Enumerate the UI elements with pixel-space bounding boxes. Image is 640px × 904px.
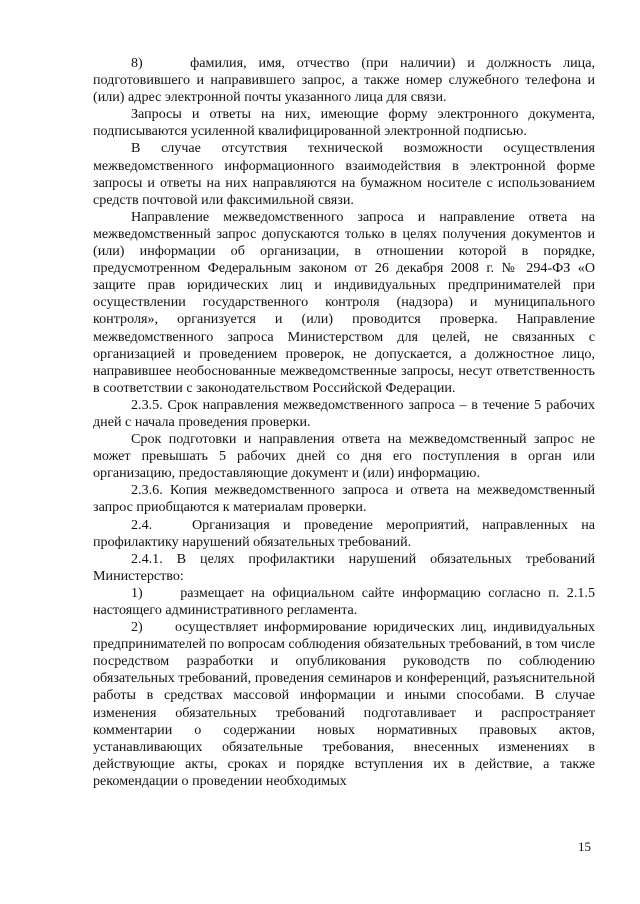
- paragraph-response-deadline: Срок подготовки и направления ответа на межведомственный запрос не может превышать 5 рабочих дней со дня его поступления в орган или организацию, предоставляющие документ и (или) информацию.: [93, 431, 595, 482]
- paragraph-paper-fallback: В случае отсутствия технической возможности осуществления межведомственного информационного взаимодействия в электронной форме запросы и ответы на них направляются на бумажном носителе с использованием средств почтовой или факсимильной связи.: [93, 140, 595, 208]
- paragraph-item-2: 2) осуществляет информирование юридических лиц, индивидуальных предпринимателей по вопросам соблюдения обязательных требований, в том числе посредством разработки и опубликования руководств по соблюдению обязательных требований, проведения семинаров и конференций, разъяснительной работы в средствах массовой информации и иными способами. В случае изменения обязательных требований подготавливает и распространяет комментарии о содержании новых нормативных правовых актов, устанавливающих обязательные требования, внесенных изменениях в действующие акты, сроках и порядке вступления их в действие, а также рекомендации о проведении необходимых: [93, 619, 595, 789]
- paragraph-item-1: 1) размещает на официальном сайте информацию согласно п. 2.1.5 настоящего административного регламента.: [93, 584, 595, 618]
- page-number: 15: [578, 839, 591, 854]
- paragraph-2-3-6: 2.3.6. Копия межведомственного запроса и ответа на межведомственный запрос приобщаются к материалам проверки.: [93, 482, 595, 516]
- paragraph-2-4-1: 2.4.1. В целях профилактики нарушений обязательных требований Министерство:: [93, 550, 595, 584]
- paragraph-request-purpose: Направление межведомственного запроса и направление ответа на межведомственный запрос допускаются только в целях получения документов и (или) информации об организации, в отношении которой в порядке, предусмотренном Федеральным законом от 26 декабря 2008 г. № 294-ФЗ «О защите прав юридических лиц и индивидуальных предпринимателей при осуществлении государственного контроля (надзора) и муниципального контроля», организуется и (или) проводится проверка. Направление межведомственного запроса Министерством для целей, не связанных с организацией и проведением проверок, не допускается, а должностное лицо, направившее необоснованные межведомственные запросы, несут ответственность в соответствии с законодательством Российской Федерации.: [93, 208, 595, 396]
- paragraph-2-4: 2.4. Организация и проведение мероприятий, направленных на профилактику нарушений обязательных требований.: [93, 516, 595, 550]
- paragraph-item-8: 8) фамилия, имя, отчество (при наличии) и должность лица, подготовившего и направившего запрос, а также номер служебного телефона и (или) адрес электронной почты указанного лица для связи.: [93, 55, 595, 106]
- document-body: [93, 55, 595, 790]
- paragraph-electronic-signature: Запросы и ответы на них, имеющие форму электронного документа, подписываются усиленной квалифицированной электронной подписью.: [93, 106, 595, 140]
- paragraph-2-3-5: 2.3.5. Срок направления межведомственного запроса – в течение 5 рабочих дней с начала проведения проверки.: [93, 396, 595, 430]
